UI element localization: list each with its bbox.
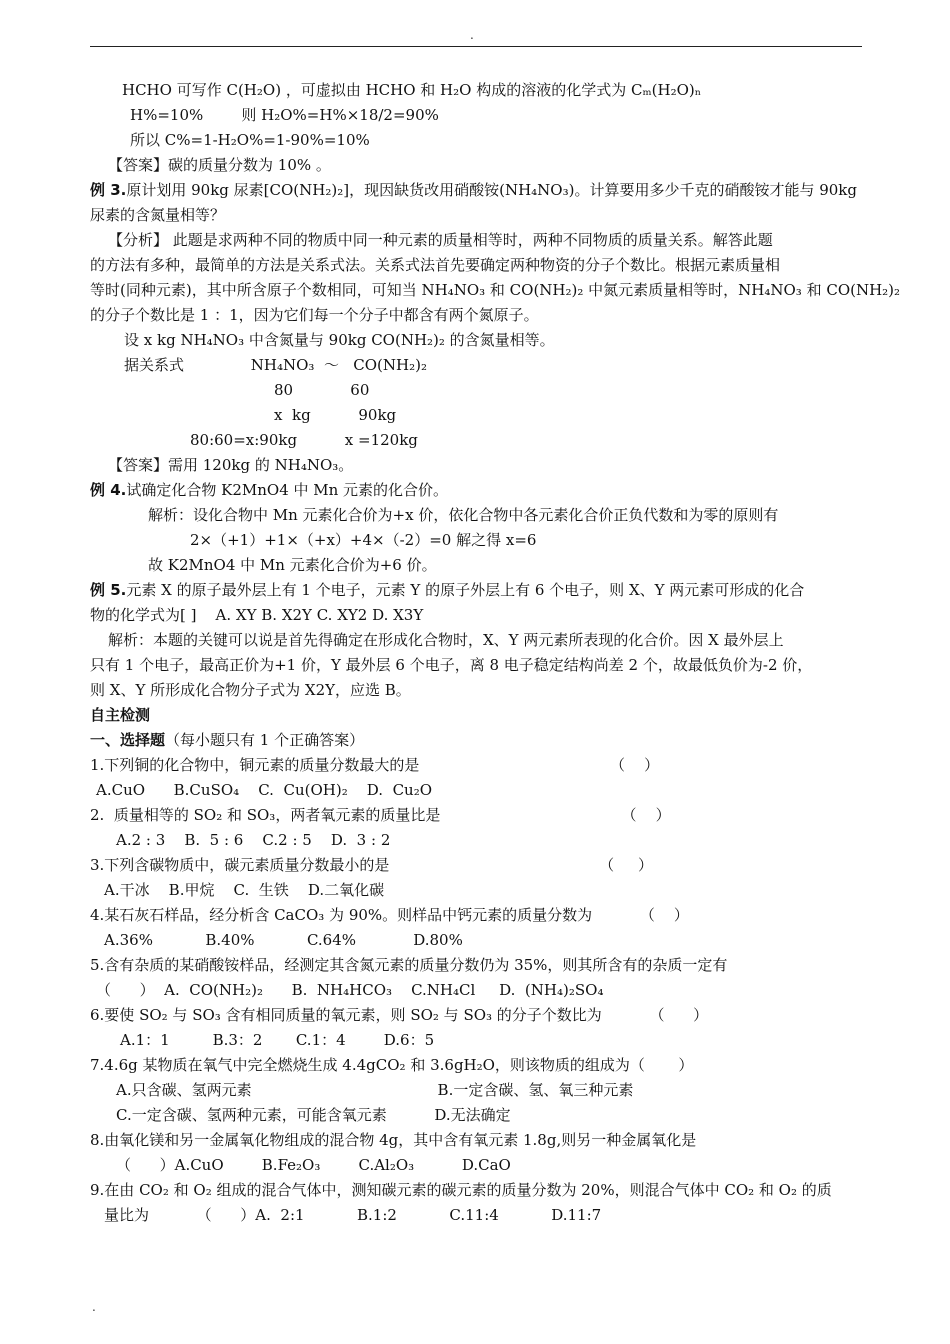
line-text: A.只含碳、氢两元素 B.一定含碳、氢、氧三种元素 (116, 1081, 634, 1099)
line-text: 1.下列铜的化合物中，铜元素的质量分数最大的是 （ ） (90, 756, 660, 774)
line-text: 9.在由 CO₂ 和 O₂ 组成的混合气体中，测知碳元素的碳元素的质量分数为 20%，则混合气体中 CO₂ 和 O₂ 的质 (90, 1181, 832, 1199)
text-line (90, 178, 865, 203)
line-text: A.干冰 B.甲烷 C. 生铁 D.二氧化碳 (104, 881, 385, 899)
line-text: A.1：1 B.3：2 C.1：4 D.6：5 (120, 1031, 435, 1049)
line-text: C.一定含碳、氢两种元素，可能含氧元素 D.无法确定 (116, 1106, 511, 1124)
text-line (90, 1178, 865, 1203)
line-text: 试确定化合物 K2MnO4 中 Mn 元素的化合价。 (126, 481, 449, 499)
header-mark: . (470, 28, 474, 42)
line-text: 只有 1 个电子，最高正价为+1 价，Y 最外层 6 个电子，离 8 电子稳定结构尚差 2 个，故最低负价为-2 价， (90, 656, 813, 674)
line-text: 7.4.6g 某物质在氧气中完全燃烧生成 4.4gCO₂ 和 3.6gH₂O，则该物质的组成为（ ） (90, 1056, 694, 1074)
text-line (90, 1053, 865, 1078)
line-text: A.36% B.40% C.64% D.80% (104, 931, 463, 949)
line-text: 据关系式 NH₄NO₃ ～ CO(NH₂)₂ (124, 356, 427, 374)
line-text: 物的化学式为[ ] A. XY B. X2Y C. XY2 D. X3Y (90, 606, 424, 624)
line-text: 原计划用 90kg 尿素[CO(NH₂)₂]，现因缺货改用硝酸铵(NH₄NO₃)。计算要用多少千克的硝酸铵才能与 90kg (126, 181, 857, 199)
text-line (90, 78, 865, 103)
text-line (90, 153, 865, 178)
line-text: 的方法有多种，最简单的方法是关系式法。关系式法首先要确定两种物资的分子个数比。根据元素质量相 (90, 256, 781, 274)
line-text: 【分析】 此题是求两种不同的物质中同一种元素的质量相等时，两种不同物质的质量关系。解答此题 (108, 231, 773, 249)
line-text: 5.含有杂质的某硝酸铵样品，经测定其含氮元素的质量分数仍为 35%，则其所含有的杂质一定有 (90, 956, 728, 974)
text-line (90, 978, 865, 1003)
line-text: 3.下列含碳物质中，碳元素质量分数最小的是 （ ） (90, 856, 653, 874)
line-text: A.2 : 3 B. 5 : 6 C.2 : 5 D. 3 : 2 (116, 831, 391, 849)
heading-label: 一、选择题 (90, 731, 166, 749)
text-line (90, 753, 865, 778)
line-text: 6.要使 SO₂ 与 SO₃ 含有相同质量的氧元素，则 SO₂ 与 SO₃ 的分子个数比为 （ ） (90, 1006, 709, 1024)
line-text: 4.某石灰石样品，经分析含 CaCO₃ 为 90%。则样品中钙元素的质量分数为 （ ） (90, 906, 689, 924)
text-line (90, 553, 865, 578)
text-line (90, 353, 865, 378)
text-line (90, 328, 865, 353)
text-line (90, 203, 865, 228)
text-line (90, 503, 865, 528)
line-text: A.CuO B.CuSO₄ C. Cu(OH)₂ D. Cu₂O (96, 781, 433, 799)
text-line (90, 628, 865, 653)
line-text: H%=10% 则 H₂O%=H%×18/2=90% (130, 106, 439, 124)
line-text: 2×（+1）+1×（+x）+4×（-2）=0 解之得 x=6 (190, 531, 537, 549)
line-text: 解析：本题的关键可以说是首先得确定在形成化合物时，X、Y 两元素所表现的化合价。因 X 最外层上 (108, 631, 784, 649)
text-line (90, 1153, 865, 1178)
line-text: 80 60 (274, 381, 370, 399)
text-line (90, 578, 865, 603)
text-line (90, 303, 865, 328)
text-line (90, 1028, 865, 1053)
line-text: 则 X、Y 所形成化合物分子式为 X2Y，应选 B。 (90, 681, 411, 699)
line-text: 8.由氧化镁和另一金属氧化物组成的混合物 4g，其中含有氧元素 1.8g,则另一种金属氧化是 (90, 1131, 697, 1149)
text-line (90, 878, 865, 903)
text-line (90, 853, 865, 878)
header-rule (90, 46, 862, 47)
text-line (90, 378, 865, 403)
text-line (90, 428, 865, 453)
text-line (90, 228, 865, 253)
text-line (90, 828, 865, 853)
text-line (90, 528, 865, 553)
heading-label: 例 3. (90, 181, 127, 199)
text-line (90, 603, 865, 628)
text-line (90, 253, 865, 278)
text-line (90, 453, 865, 478)
line-text: 元素 X 的原子最外层上有 1 个电子，元素 Y 的原子外层上有 6 个电子，则 X、Y 两元素可形成的化合 (126, 581, 805, 599)
line-text: （每小题只有 1 个正确答案） (165, 731, 365, 749)
text-line (90, 728, 865, 753)
text-line (90, 903, 865, 928)
text-line (90, 103, 865, 128)
line-text: HCHO 可写作 C(H₂O) ，可虚拟由 HCHO 和 H₂O 构成的溶液的化学式为 Cₘ(H₂O)ₙ (122, 81, 702, 99)
line-text: 2. 质量相等的 SO₂ 和 SO₃，两者氧元素的质量比是 （ ） (90, 806, 671, 824)
line-text: （ ）A.CuO B.Fe₂O₃ C.Al₂O₃ D.CaO (116, 1156, 511, 1174)
line-text: 【答案】碳的质量分数为 10% 。 (108, 156, 331, 174)
line-text: 【答案】需用 120kg 的 NH₄NO₃。 (108, 456, 354, 474)
heading-label: 例 5. (90, 581, 127, 599)
text-line (90, 403, 865, 428)
line-text: （ ） A. CO(NH₂)₂ B. NH₄HCO₃ C.NH₄Cl D. (NH₄)₂SO₄ (96, 981, 604, 999)
line-text: 量比为 （ ）A. 2:1 B.1:2 C.11:4 D.11:7 (104, 1206, 602, 1224)
heading-label: 自主检测 (90, 706, 151, 724)
text-line (90, 1078, 865, 1103)
document-body (90, 78, 901, 1228)
footer-mark: . (92, 1300, 96, 1314)
text-line (90, 1203, 865, 1228)
text-line (90, 478, 865, 503)
line-text: 解析：设化合物中 Mn 元素化合价为+x 价，依化合物中各元素化合价正负代数和为零的原则有 (148, 506, 779, 524)
text-line (90, 1128, 865, 1153)
line-text: 故 K2MnO4 中 Mn 元素化合价为+6 价。 (148, 556, 437, 574)
line-text: 等时(同种元素)，其中所含原子个数相同，可知当 NH₄NO₃ 和 CO(NH₂)₂ 中氮元素质量相等时，NH₄NO₃ 和 CO(NH₂)₂ (90, 281, 901, 299)
text-line (90, 1003, 865, 1028)
line-text: x kg 90kg (274, 406, 397, 424)
text-line (90, 1103, 865, 1128)
text-line (90, 128, 865, 153)
line-text: 所以 C%=1-H₂O%=1-90%=10% (130, 131, 370, 149)
text-line (90, 803, 865, 828)
heading-label: 例 4. (90, 481, 127, 499)
text-line (90, 278, 901, 303)
text-line (90, 678, 865, 703)
line-text: 的分子个数比是 1 ：1，因为它们每一个分子中都含有两个氮原子。 (90, 306, 539, 324)
line-text: 尿素的含氮量相等？ (90, 206, 226, 224)
line-text: 80:60=x:90kg x =120kg (190, 431, 418, 449)
text-line (90, 653, 865, 678)
line-text: 设 x kg NH₄NO₃ 中含氮量与 90kg CO(NH₂)₂ 的含氮量相等。 (124, 331, 555, 349)
text-line (90, 928, 865, 953)
text-line (90, 778, 865, 803)
text-line (90, 703, 865, 728)
text-line (90, 953, 865, 978)
